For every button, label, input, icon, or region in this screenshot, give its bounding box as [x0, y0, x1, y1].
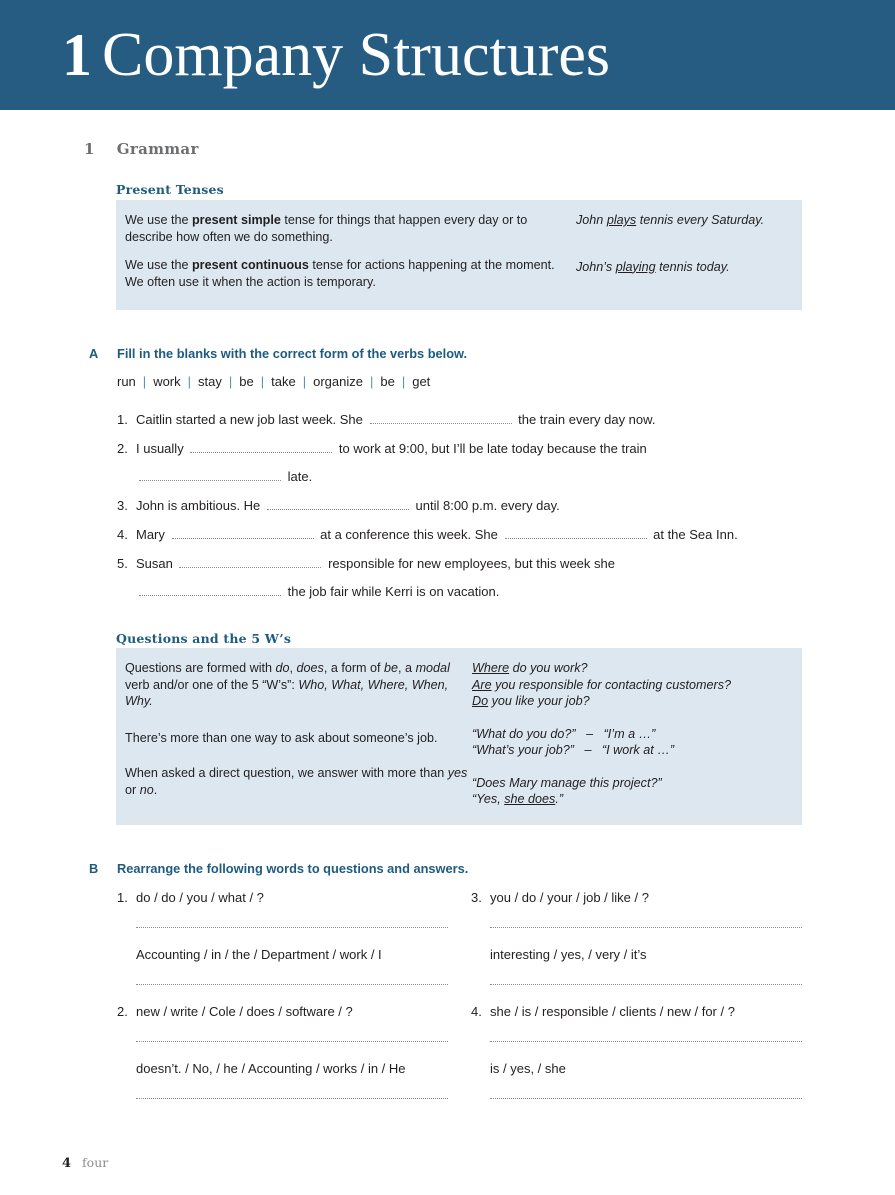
exercise-a-item-2 [117, 440, 647, 458]
word-bank-separator: | [187, 374, 192, 389]
word-bank-word: organize [313, 374, 363, 389]
exercise-b-item-1-answer-prompt: Accounting / in / the / Department / work / I [136, 947, 382, 962]
exercise-b-answer-line-2a[interactable] [136, 1041, 448, 1042]
exercise-b-answer-line-4a[interactable] [490, 1041, 802, 1042]
rule-present-continuous: We use the present continuous tense for actions happening at the moment. We often use it when the action is temporary. [125, 258, 555, 289]
item-text: new / write / Cole / does / software / ? [136, 1004, 353, 1019]
word-bank-separator: | [302, 374, 307, 389]
exercise-a-letter: A [89, 346, 99, 361]
exercise-a-item-5 [117, 555, 615, 573]
questions-5ws-box [116, 648, 802, 825]
present-tenses-box-title: Present Tenses [116, 182, 224, 197]
word-bank-word: be [239, 374, 254, 389]
exercise-a-item-5-line2[interactable]: the job fair while Kerri is on vacation. [136, 583, 499, 601]
rule-direct-answer: When asked a direct question, we answer with more than yes or no. [125, 766, 468, 797]
chapter-name: Company Structures [102, 21, 610, 89]
word-bank-separator: | [401, 374, 406, 389]
example-direct-answer: “Does Mary manage this project?” “Yes, she does.” [472, 775, 662, 806]
section-number: 1 [84, 140, 95, 158]
item-text: she / is / responsible / clients / new / for / ? [490, 1004, 735, 1019]
word-bank-word: run [117, 374, 136, 389]
item-number: 4. [117, 527, 128, 542]
item-number: 1. [117, 412, 128, 427]
rule-present-simple: We use the present simple tense for things that happen every day or to describe how often we do something. [125, 213, 528, 244]
chapter-banner [0, 0, 895, 110]
exercise-a-item-4 [117, 526, 738, 544]
exercise-b-item-1-prompt [117, 889, 264, 907]
section-title: Grammar [116, 140, 199, 158]
exercise-b-item-3-prompt [471, 889, 649, 907]
item-number: 5. [117, 556, 128, 571]
present-tenses-examples [576, 212, 796, 275]
exercise-a-instruction: Fill in the blanks with the correct form of the verbs below. [117, 346, 468, 361]
exercise-b-answer-line-2b[interactable] [136, 1098, 448, 1099]
item-number: 1. [117, 890, 128, 905]
present-tenses-box [116, 200, 802, 310]
exercise-a-item-1 [117, 411, 655, 429]
item-text: do / do / you / what / ? [136, 890, 264, 905]
word-bank-separator: | [369, 374, 374, 389]
questions-examples [472, 660, 802, 808]
word-bank-separator: | [228, 374, 233, 389]
item-number: 2. [117, 1004, 128, 1019]
questions-box-title: Questions and the 5 W’s [116, 631, 292, 646]
word-bank-word: be [380, 374, 395, 389]
item-text[interactable]: Susan responsible for new employees, but this week she [136, 556, 615, 571]
rule-ask-about-job: There’s more than one way to ask about someone’s job. [125, 730, 438, 745]
item-number: 3. [471, 890, 482, 905]
word-bank-word: stay [198, 374, 222, 389]
word-bank-word: take [271, 374, 296, 389]
exercise-b-answer-line-1b[interactable] [136, 984, 448, 985]
item-text[interactable]: Caitlin started a new job last week. She the train every day now. [136, 412, 656, 427]
exercise-b-answer-line-3a[interactable] [490, 927, 802, 928]
word-bank-separator: | [260, 374, 265, 389]
example-ask-about-job: “What do you do?” – “I’m a …” “What’s your job?” – “I work at …” [472, 726, 675, 757]
item-text[interactable]: John is ambitious. He until 8:00 p.m. every day. [136, 498, 560, 513]
present-tenses-rules [125, 212, 565, 290]
exercise-b-instruction: Rearrange the following words to questions and answers. [117, 861, 469, 876]
exercise-b-item-3-answer-prompt: interesting / yes, / very / it’s [490, 947, 647, 962]
exercise-b-item-2-prompt [117, 1003, 353, 1021]
page-footer [62, 1155, 108, 1171]
exercise-b-answer-line-1a[interactable] [136, 927, 448, 928]
exercise-b-answer-line-3b[interactable] [490, 984, 802, 985]
item-number: 2. [117, 441, 128, 456]
example-question-formation: Where do you work? Are you responsible for contacting customers? Do you like your job? [472, 661, 732, 708]
exercise-b-answer-line-4b[interactable] [490, 1098, 802, 1099]
exercise-b-item-2-answer-prompt: doesn’t. / No, / he / Accounting / works / in / He [136, 1061, 406, 1076]
word-bank-word: work [153, 374, 181, 389]
item-text[interactable]: Mary at a conference this week. She at the Sea Inn. [136, 527, 738, 542]
exercise-a-word-bank [117, 374, 430, 389]
exercise-b-letter: B [89, 861, 99, 876]
example-present-continuous: John’s playing tennis today. [576, 259, 730, 274]
page-number: 4 [62, 1156, 72, 1171]
word-bank-word: get [412, 374, 431, 389]
rule-question-formation: Questions are formed with do, does, a form of be, a modal verb and/or one of the 5 “W’s”: Who, What, Where, When, Why. [125, 661, 450, 708]
section-heading [84, 140, 199, 158]
item-text: you / do / your / job / like / ? [490, 890, 649, 905]
item-text[interactable]: I usually to work at 9:00, but I’ll be late today because the train [136, 441, 647, 456]
exercise-b-item-4-prompt [471, 1003, 735, 1021]
example-present-simple: John plays tennis every Saturday. [576, 213, 765, 227]
item-number: 4. [471, 1004, 482, 1019]
word-bank-separator: | [142, 374, 147, 389]
item-number: 3. [117, 498, 128, 513]
exercise-a-item-2-line2[interactable]: late. [136, 468, 312, 486]
exercise-a-item-3 [117, 497, 560, 515]
chapter-title [62, 12, 610, 98]
exercise-b-item-4-answer-prompt: is / yes, / she [490, 1061, 566, 1076]
page-number-word: four [82, 1155, 109, 1170]
chapter-number: 1 [62, 22, 92, 88]
questions-rules [125, 660, 475, 798]
